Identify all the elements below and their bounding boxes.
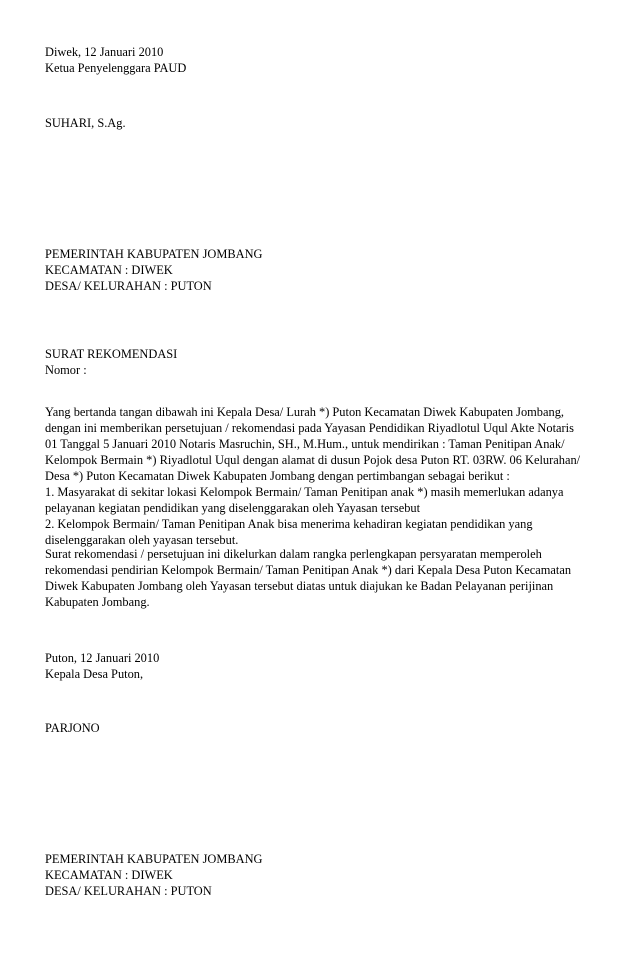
closing-line: Diwek Kabupaten Jombang oleh Yayasan tersebut diatas untuk diajukan ke Badan Pelayanan perijinan [45, 579, 554, 593]
signature-role: Kepala Desa Puton, [45, 667, 144, 681]
body-line: pelayanan kegiatan pendidikan yang diselenggarakan oleh Yayasan tersebut [45, 501, 421, 515]
government-line-2: KECAMATAN : DIWEK [45, 868, 173, 882]
letter-title: SURAT REKOMENDASI [45, 347, 178, 361]
body-line: Desa *) Puton Kecamatan Diwek Kabupaten Jombang dengan pertimbangan sebagai berikut : [45, 469, 510, 483]
government-heading [45, 246, 605, 294]
letter-body [45, 404, 605, 548]
government-line-1: PEMERINTAH KABUPATEN JOMBANG [45, 852, 263, 866]
closing-line: Surat rekomendasi / persetujuan ini dikelurkan dalam rangka perlengkapan persyaratan memperoleh [45, 547, 542, 561]
government-line-2: KECAMATAN : DIWEK [45, 263, 173, 277]
header-name: SUHARI, S.Ag. [45, 116, 126, 130]
letter-number: Nomor : [45, 363, 87, 377]
signature-name: PARJONO [45, 721, 100, 735]
body-line: 01 Tanggal 5 Januari 2010 Notaris Masruchin, SH., M.Hum., untuk mendirikan : Taman Penitipan Anak/ [45, 437, 565, 451]
government-line-3: DESA/ KELURAHAN : PUTON [45, 279, 212, 293]
government-line-1: PEMERINTAH KABUPATEN JOMBANG [45, 247, 263, 261]
body-line: 1. Masyarakat di sekitar lokasi Kelompok Bermain/ Taman Penitipan anak *) masih memerlukan adanya [45, 485, 564, 499]
body-line: 2. Kelompok Bermain/ Taman Penitipan Anak bisa menerima kehadiran kegiatan pendidikan yang [45, 517, 533, 531]
closing-line: Kabupaten Jombang. [45, 595, 150, 609]
signature-place-date: Puton, 12 Januari 2010 [45, 651, 160, 665]
government-line-3: DESA/ KELURAHAN : PUTON [45, 884, 212, 898]
header-signatory [45, 115, 605, 131]
body-line: dengan ini memberikan persetujuan / rekomendasi pada Yayasan Pendidikan Riyadlotul Uqul Akte Notaris [45, 421, 574, 435]
signature-block [45, 650, 605, 682]
closing-line: rekomendasi pendirian Kelompok Bermain/ Taman Penitipan Anak *) dari Kepala Desa Puton Kecamatan [45, 563, 572, 577]
header-block [45, 44, 605, 76]
signature-name-block [45, 720, 605, 736]
header-role: Ketua Penyelenggara PAUD [45, 61, 187, 75]
header-date: Diwek, 12 Januari 2010 [45, 45, 164, 59]
government-heading-2 [45, 851, 605, 899]
letter-closing [45, 546, 605, 610]
letter-title-block [45, 346, 605, 378]
body-line: diselenggarakan oleh yayasan tersebut. [45, 533, 239, 547]
body-line: Yang bertanda tangan dibawah ini Kepala Desa/ Lurah *) Puton Kecamatan Diwek Kabupaten Jombang, [45, 405, 564, 419]
body-line: Kelompok Bermain *) Riyadlotul Uqul dengan alamat di dusun Pojok desa Puton RT. 03RW. 06 Kelurahan/ [45, 453, 581, 467]
